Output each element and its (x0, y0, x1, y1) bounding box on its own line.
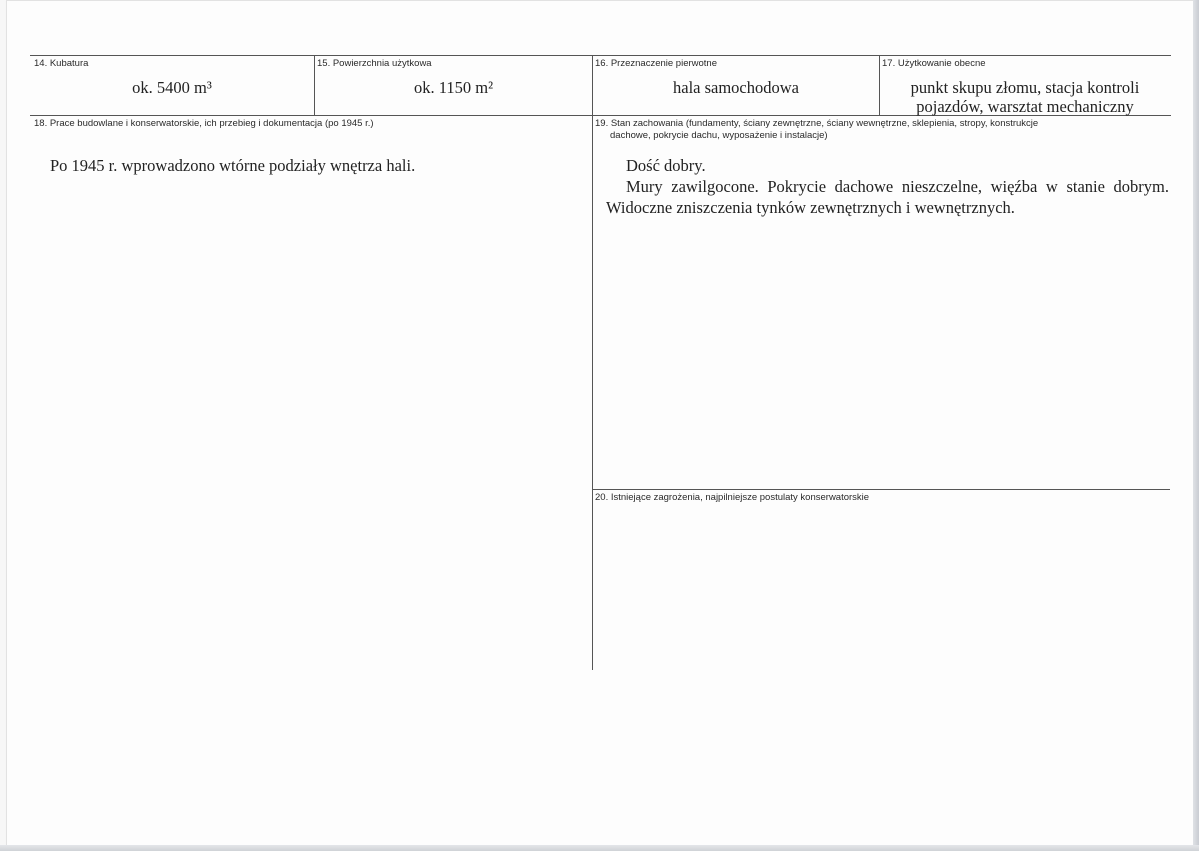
field-17-value-line2: pojazdów, warsztat mechaniczny (916, 97, 1134, 116)
field-19-para1: Dość dobry. (626, 156, 706, 175)
divider-main (592, 55, 593, 670)
field-16-label: 16. Przeznaczenie pierwotne (595, 58, 717, 69)
field-19-para2: Mury zawilgocone. Pokrycie dachowe nieszczelne, więźba w stanie dobrym. Widoczne zniszczenia tynków zewnętrznych i wewnętrznych. (606, 177, 1169, 217)
section-20-border (592, 489, 1170, 490)
field-17-value-line1: punkt skupu złomu, stacja kontroli (910, 78, 1140, 97)
field-14-label: 14. Kubatura (34, 58, 89, 69)
field-15-value: ok. 1150 m² (413, 78, 494, 97)
field-15-label: 15. Powierzchnia użytkowa (317, 58, 432, 69)
field-18-label: 18. Prace budowlane i konserwatorskie, ich przebieg i dokumentacja (po 1945 r.) (34, 118, 374, 129)
field-20-label: 20. Istniejące zagrożenia, najpilniejsze postulaty konserwatorskie (595, 492, 870, 503)
scan-edge-bottom (0, 845, 1199, 851)
field-19-text (606, 155, 1169, 218)
top-row-border (30, 55, 1171, 56)
field-17-label: 17. Użytkowanie obecne (882, 58, 986, 69)
field-19-label-line1: 19. Stan zachowania (fundamenty, ściany zewnętrzne, ściany wewnętrzne, sklepienia, stropy, konstrukcje (595, 118, 1039, 129)
field-14-value: ok. 5400 m³ (132, 78, 212, 97)
field-16-value: hala samochodowa (673, 78, 799, 97)
field-18-text: Po 1945 r. wprowadzono wtórne podziały wnętrza hali. (50, 156, 416, 175)
field-19-label-line2: dachowe, pokrycie dachu, wyposażenie i instalacje) (610, 130, 828, 141)
scan-edge-right (1193, 0, 1199, 851)
